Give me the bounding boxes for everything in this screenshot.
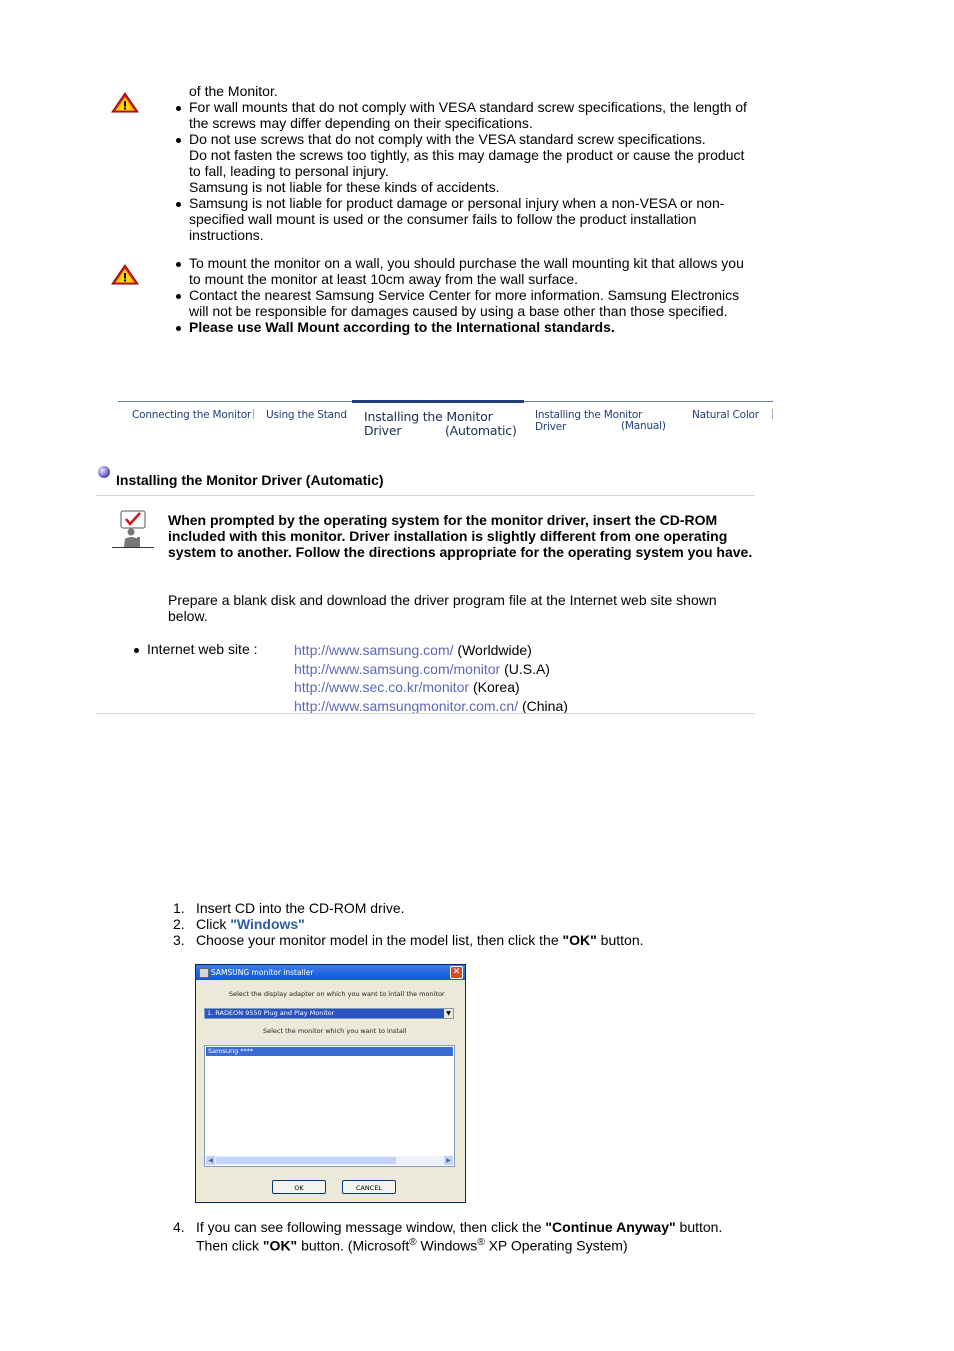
link-korea[interactable]: http://www.sec.co.kr/monitor [294,679,470,695]
link-worldwide[interactable]: http://www.samsung.com/ [294,642,454,658]
warning1-continuation: of the Monitor. [189,83,278,99]
tab-using-stand[interactable]: Using the Stand [266,409,347,421]
divider [96,495,755,496]
horizontal-scrollbar[interactable] [206,1156,453,1165]
note-person-icon [111,510,155,550]
link-usa[interactable]: http://www.samsung.com/monitor [294,660,501,677]
tab-connecting-monitor[interactable]: Connecting the Monitor [118,401,254,441]
website-links: http://www.samsung.com/ (Worldwide) http://www.samsung.com/monitor (U.S.A) http://www.sec.co.kr/monitor (Korea) http://www.samsungmonitor.com.cn/ (China) [294,642,568,714]
windows-link[interactable]: "Windows" [230,916,305,932]
adapter-prompt: Select the display adapter on which you want to intall the monitor [229,990,445,998]
list-item: Samsung is not liable for product damage or personal injury when a non-VESA or non-specified wall mount is used or the consumer fails to follow the product installation instructions. [174,195,759,243]
monitor-prompt: Select the monitor which you want to install [263,1027,407,1035]
tab-driver-automatic[interactable]: Installing the Monitor Driver (Automatic) [352,400,524,443]
dialog-titlebar [196,965,465,980]
step-3: 3. Choose your monitor model in the model list, then click the "OK" button. [173,932,644,948]
monitor-listbox[interactable] [204,1045,455,1167]
list-item: Do not use screws that do not comply with the VESA standard screw specifications. Do not fasten the screws too tightly, as this may damage the product or cause the product to fall, leading to personal injury. Samsung is not liable for these kinds of accidents. [174,131,759,195]
steps-list [173,900,813,948]
warning1-list [174,99,759,243]
monitor-installer-dialog [195,964,466,1203]
website-list [132,641,312,657]
link-china[interactable]: http://www.samsungmonitor.com.cn/ [294,697,519,714]
list-item: For wall mounts that do not comply with VESA standard screw specifications, the length of the screws may differ depending on their specifications. [174,99,759,131]
note-text: Prepare a blank disk and download the driver program file at the Internet web site shown below. [168,592,717,624]
section-title: Installing the Monitor Driver (Automatic) [116,472,384,488]
note-bold-text: When prompted by the operating system for the monitor driver, insert the CD-ROM included with this monitor. Driver installation is slightly different from one operating system to another. Follow the directions appropriate for the operating system you have. [168,512,753,560]
list-item: Contact the nearest Samsung Service Center for more information. Samsung Electronics will not be responsible for damages caused by using a base other than those specified. [174,287,744,319]
dialog-title: SAMSUNG monitor installer [211,968,314,977]
cancel-button[interactable]: CANCEL [342,1180,396,1194]
step-4: 4. If you can see following message window, then click the "Continue Anyway" button. Then click "OK" button. (Microsoft® Windows® XP Operating System) [173,1219,723,1254]
chevron-down-icon[interactable]: ▼ [444,1009,453,1018]
bullet-orb-icon [97,465,111,479]
app-icon [199,968,209,978]
scroll-thumb[interactable] [216,1157,396,1164]
step-1: 1. Insert CD into the CD-ROM drive. [173,900,405,916]
scroll-right-icon[interactable]: ▶ [444,1156,453,1165]
tab-bar [118,401,773,441]
divider [96,713,755,714]
warning2-list [174,255,744,335]
ok-button[interactable]: OK [272,1180,326,1194]
warning-icon [110,263,140,287]
warning-icon [110,91,140,115]
tab-driver-manual[interactable]: Installing the Monitor Driver (Manual) [535,409,666,433]
website-label: Internet web site : [132,641,312,657]
monitor-list-item[interactable]: Samsung **** [206,1047,453,1056]
close-icon[interactable]: ✕ [450,966,463,979]
list-item: To mount the monitor on a wall, you should purchase the wall mounting kit that allows you to mount the monitor at least 10cm away from the wall surface. [174,255,744,287]
scroll-left-icon[interactable]: ◀ [206,1156,215,1165]
step-2: 2. Click "Windows" [173,916,305,932]
list-item: Please use Wall Mount according to the International standards. [174,319,744,335]
tab-natural-color[interactable]: Natural Color [674,401,773,441]
adapter-select[interactable]: 1. RADEON 9550 Plug and Play Monitor ▼ [204,1008,454,1019]
